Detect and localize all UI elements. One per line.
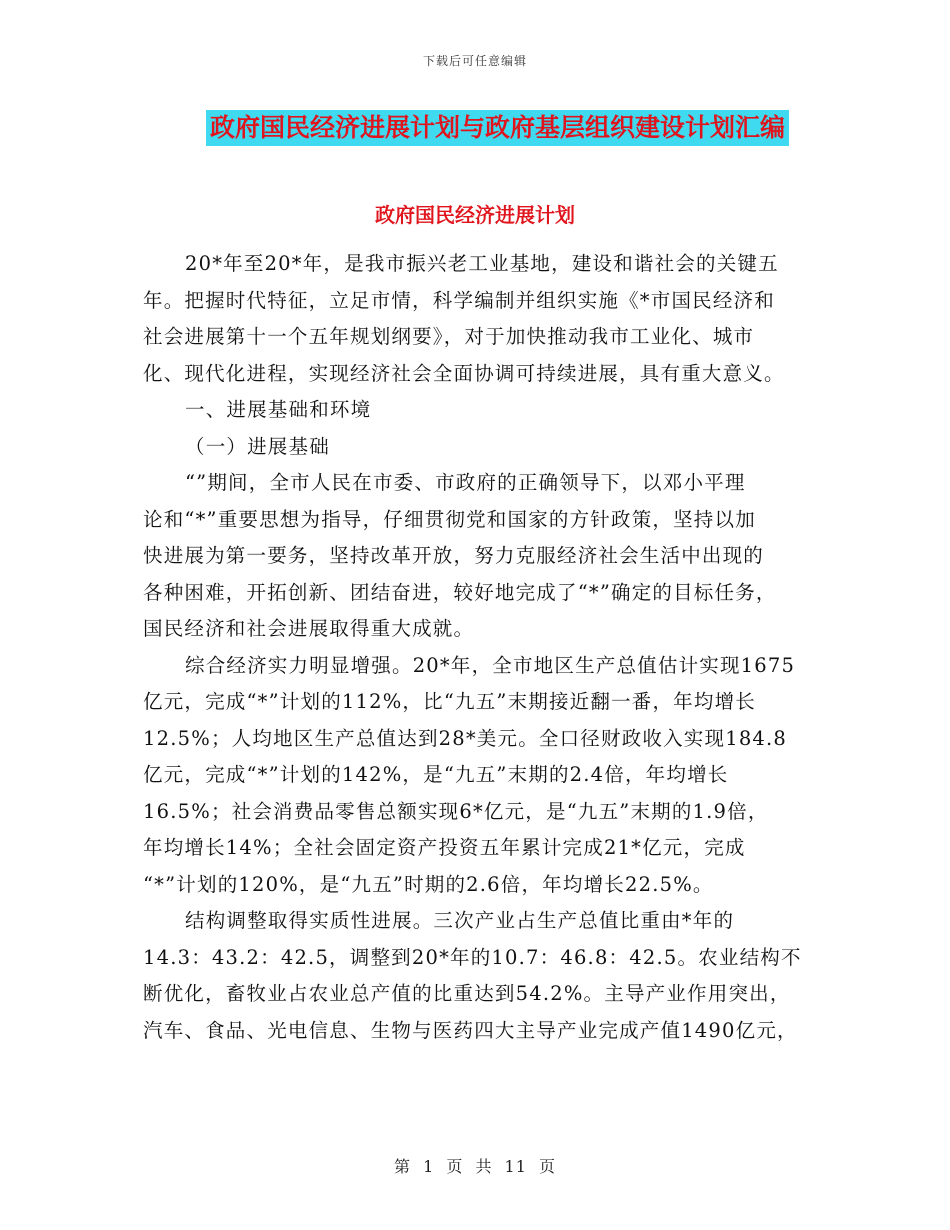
paragraph-line: 亿元，完成“*”计划的142%，是“九五”末期的2.4倍，年均增长 [143,763,729,786]
heading-line: 一、进展基础和环境 [185,398,372,421]
document-body [143,246,811,1049]
paragraph-line: 论和“*”重要思想为指导，仔细贯彻党和国家的方针政策，坚持以加 [143,507,756,531]
paragraph-line: 汽车、食品、光电信息、生物与医药四大主导产业完成产值1490亿元， [143,1018,798,1042]
page-header-note: 下载后可任意编辑 [422,54,527,68]
paragraph-line: 各种困难，开拓创新、团结奋进，较好地完成了“*”确定的目标任务， [143,580,777,604]
paragraph-line: “*”计划的120%，是“九五”时期的2.6倍，年均增长22.5%。 [143,872,714,896]
paragraph-line: 断优化，畜牧业占农业总产值的比重达到54.2%。主导产业作用突出， [143,982,791,1005]
paragraph-line: 综合经济实力明显增强。20*年，全市地区生产总值估计实现1675 [185,653,796,677]
paragraph-line: 结构调整取得实质性进展。三次产业占生产总值比重由*年的 [185,909,735,932]
paragraph-line: 国民经济和社会进展取得重大成就。 [143,617,475,640]
paragraph-line: 16.5%；社会消费品零售总额实现6*亿元，是“九五”末期的1.9倍， [143,799,769,823]
section-title: 政府国民经济进展计划 [375,203,575,227]
document-title: 政府国民经济进展计划与政府基层组织建设计划汇编 [206,110,789,146]
document-title-container [0,110,950,146]
paragraph-line: 年均增长14%；全社会固定资产投资五年累计完成21*亿元，完成 [143,836,746,859]
paragraph-line: 20*年至20*年，是我市振兴老工业基地，建设和谐社会的关键五 [185,252,779,275]
paragraph-line: 年。把握时代特征，立足市情，科学编制并组织实施《*市国民经济和 [143,288,775,312]
paragraph-line: 亿元，完成“*”计划的112%，比“九五”末期接近翻一番，年均增长 [143,690,756,713]
page-number: 第 1 页 共 11 页 [394,1157,556,1176]
paragraph-line: 12.5%；人均地区生产总值达到28*美元。全口径财政收入实现184.8 [143,726,788,750]
subheading-line: （一）进展基础 [185,434,330,458]
paragraph-line: 化、现代化进程，实现经济社会全面协调可持续进展，具有重大意义。 [143,361,785,385]
paragraph-line: 快进展为第一要务，坚持改革开放，努力克服经济社会生活中出现的 [143,544,765,567]
paragraph-line: 社会进展第十一个五年规划纲要》，对于加快推动我市工业化、城市 [143,325,755,348]
paragraph-line: “”期间，全市人民在市委、市政府的正确领导下，以邓小平理 [185,471,746,494]
paragraph-line: 14.3：43.2：42.5，调整到20*年的10.7：46.8：42.5。农业结构不 [143,945,802,969]
